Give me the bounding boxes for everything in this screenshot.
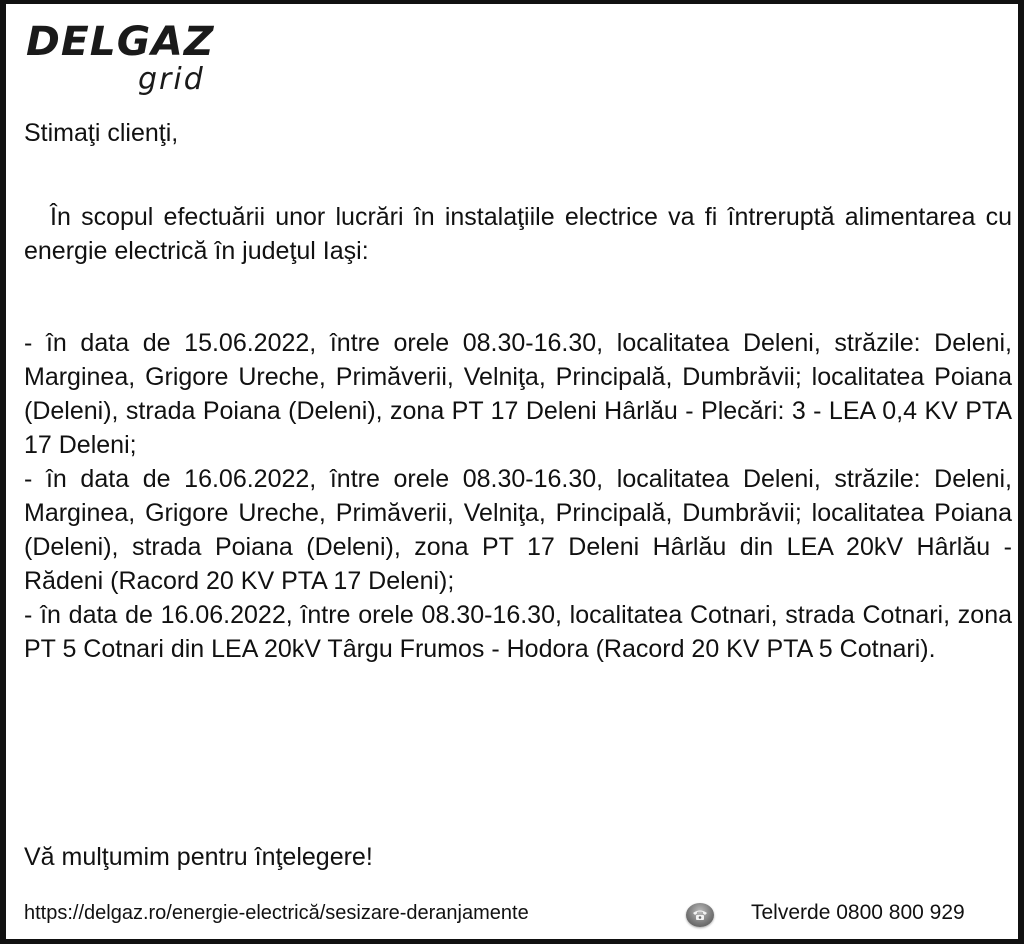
outage-list: [24, 326, 1012, 666]
intro-text: În scopul efectuării unor lucrări în instalaţiile electrice va fi întreruptă alimentarea cu energie electrică în judeţul Iaşi:: [24, 203, 1012, 265]
intro-paragraph: [24, 200, 1012, 268]
logo-brand: DELGAZ: [26, 19, 215, 65]
outage-item: - în data de 15.06.2022, între orele 08.30-16.30, localitatea Deleni, străzile: Deleni, Marginea, Grigore Ureche, Primăverii, Velniţa, Principală, Dumbrăvii; localitatea Poiana (Deleni), strada Poiana (Deleni), zona PT 17 Deleni Hârlău - Plecări: 3 - LEA 0,4 KV PTA 17 Deleni;: [24, 329, 1012, 459]
closing-line: Vă mulţumim pentru înţelegere!: [24, 843, 373, 871]
report-fault-link[interactable]: https://delgaz.ro/energie-electrică/sesizare-deranjamente: [24, 902, 529, 924]
outage-item: - în data de 16.06.2022, între orele 08.30-16.30, localitatea Deleni, străzile: Deleni, Marginea, Grigore Ureche, Primăverii, Velniţa, Principală, Dumbrăvii; localitatea Poiana (Deleni), strada Poiana (Deleni), zona PT 17 Deleni Hârlău din LEA 20kV Hârlău - Rădeni (Racord 20 KV PTA 17 Deleni);: [24, 465, 1012, 595]
greeting: Stimaţi clienţi,: [24, 119, 179, 147]
telverde-phone: Telverde 0800 800 929: [751, 901, 965, 924]
delgaz-grid-logo: [26, 20, 226, 100]
logo-sub: grid: [138, 62, 205, 97]
telephone-icon: [686, 903, 714, 927]
outage-item: - în data de 16.06.2022, între orele 08.30-16.30, localitatea Cotnari, strada Cotnari, zona PT 5 Cotnari din LEA 20kV Târgu Frumos - Hodora (Racord 20 KV PTA 5 Cotnari).: [24, 601, 1012, 663]
